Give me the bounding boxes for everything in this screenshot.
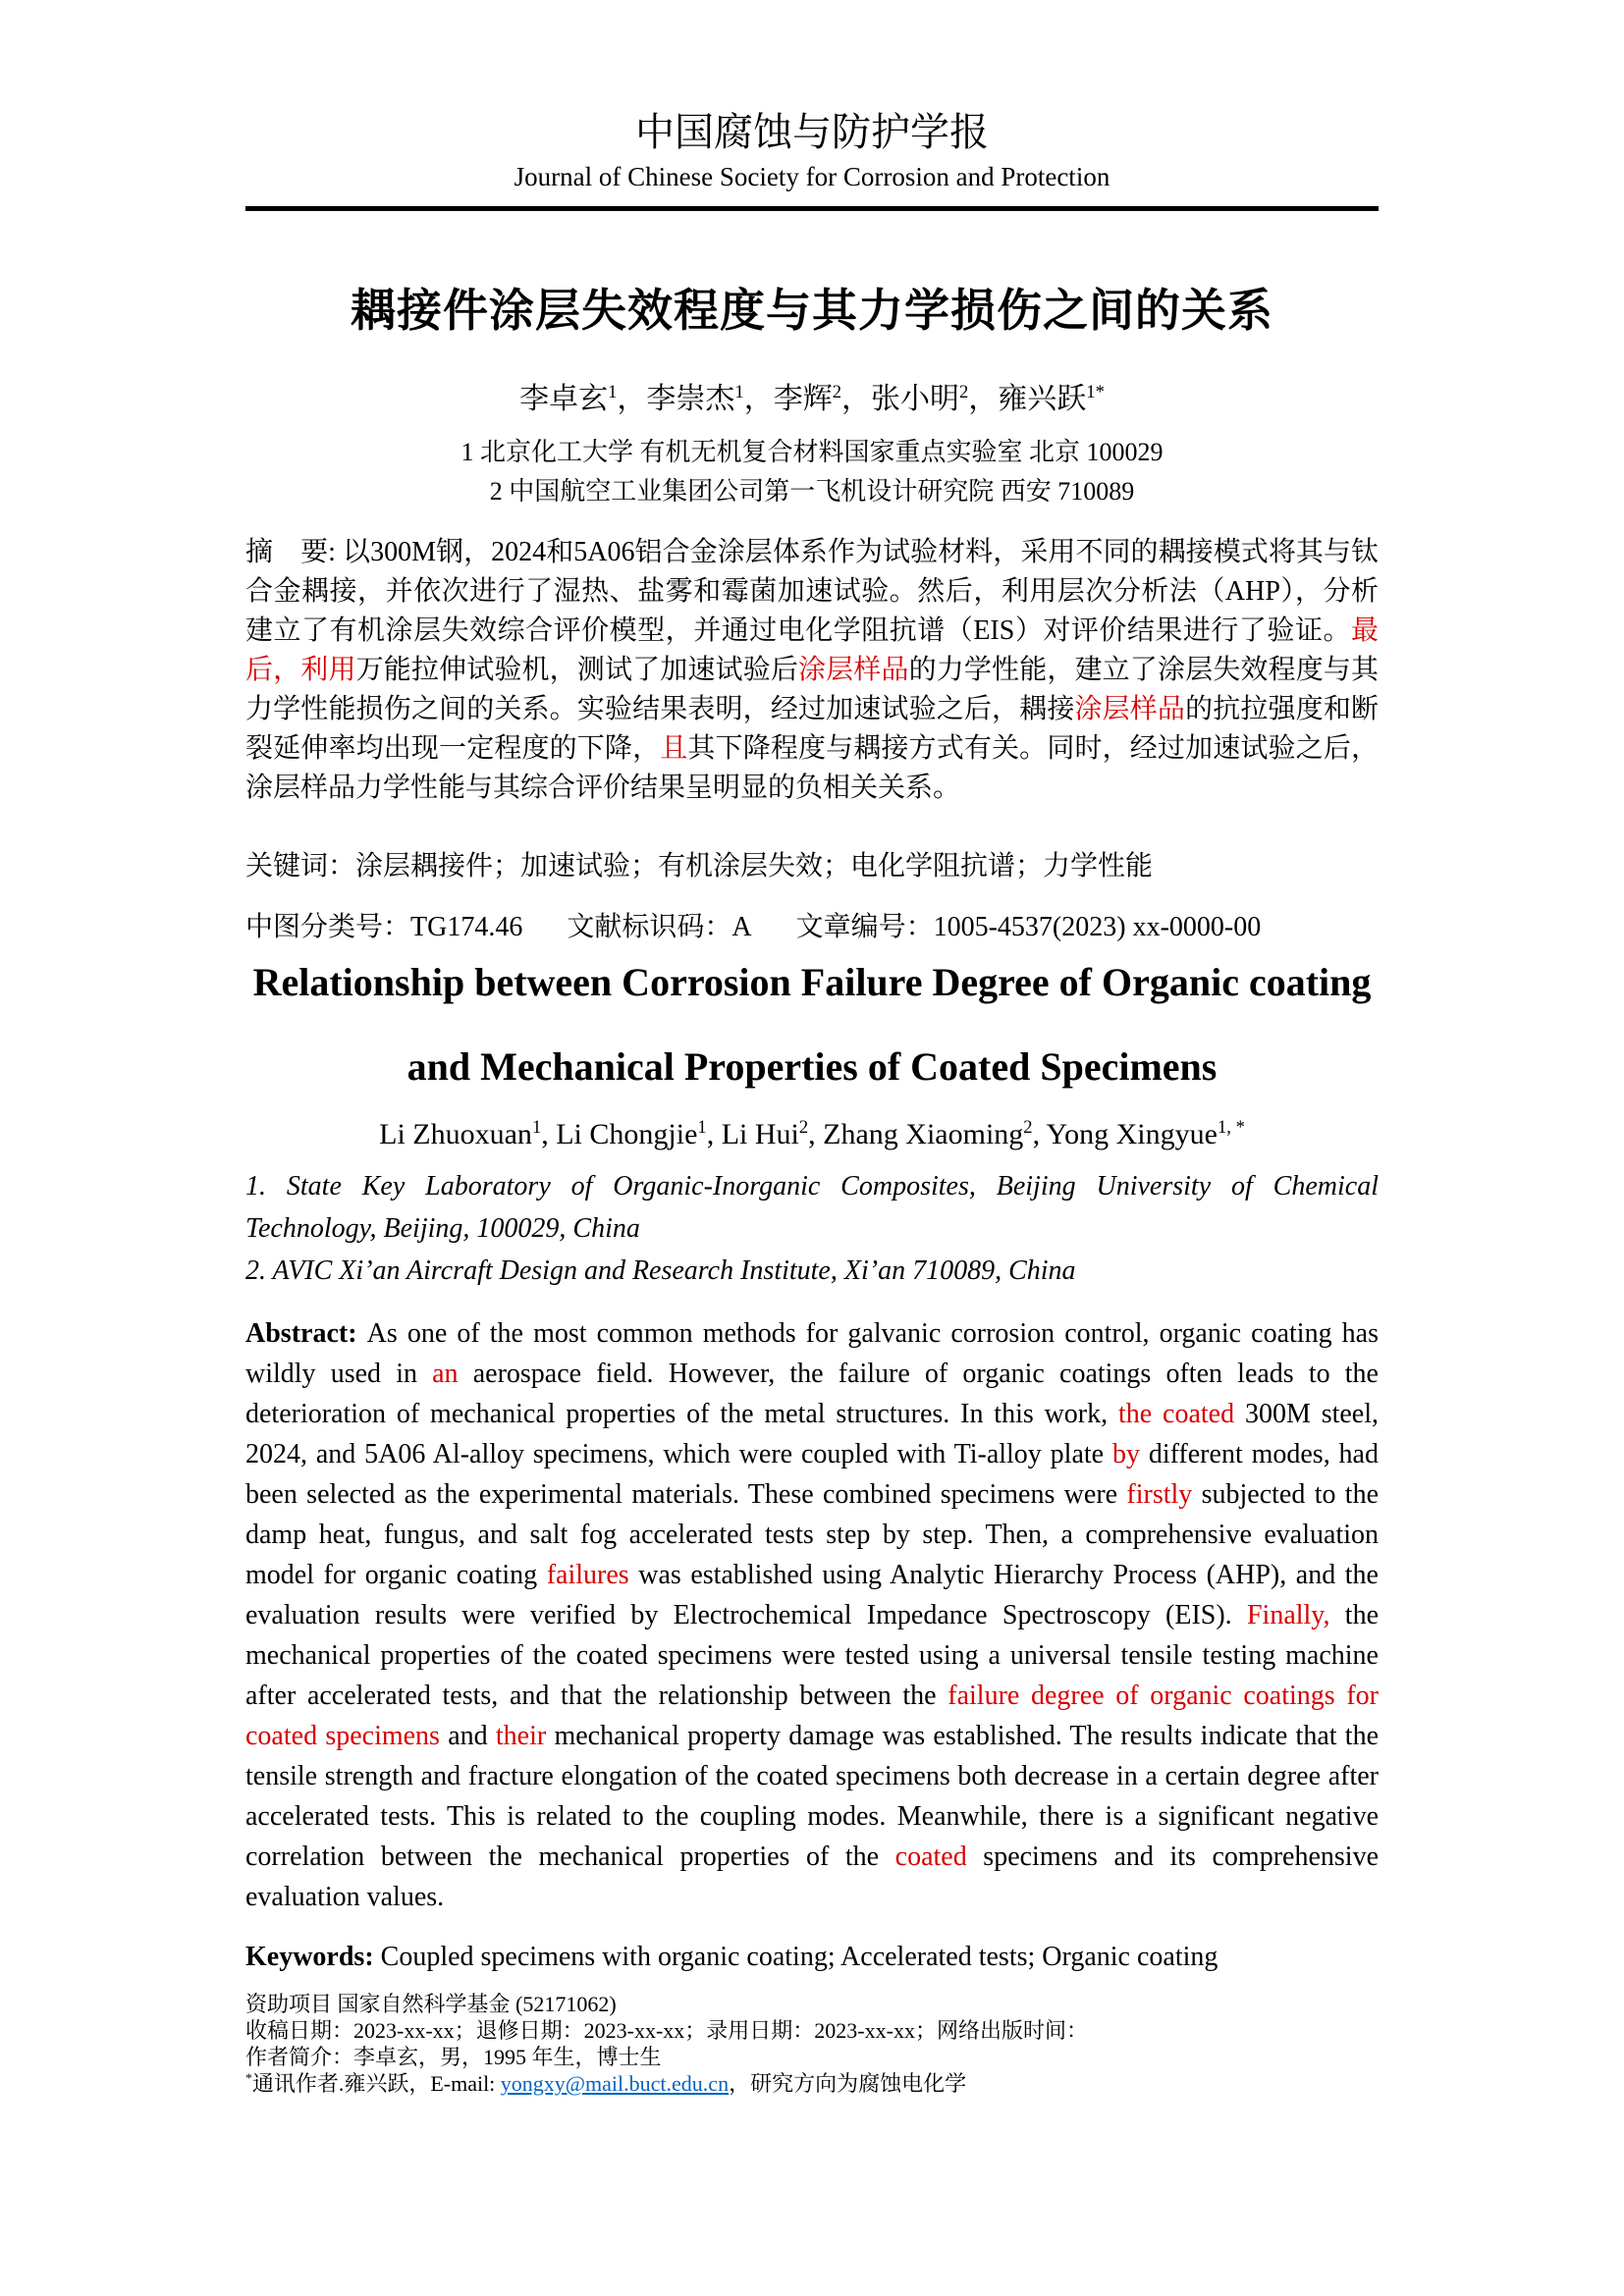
text-segment: 的抗拉强度和断裂延伸率均出现一定程度的下降， [245, 694, 1379, 764]
correspondence-asterisk: * [245, 2070, 252, 2086]
article-title-en-line2: and Mechanical Properties of Coated Specimens [406, 1044, 1218, 1089]
footnote-correspondence [245, 2070, 1379, 2097]
abstract-en-text [245, 1318, 1379, 1912]
clc-number [245, 908, 522, 947]
revision-red-text: failures [546, 1560, 629, 1590]
footnote [245, 1991, 1379, 2097]
text-segment: different modes, had been selected as the experimental materials. These combined specimens were [245, 1439, 1379, 1510]
text-segment: 300M steel, 2024, and 5A06 Al-alloy specimens, which were coupled with Ti-alloy plate [245, 1399, 1379, 1469]
text-segment: mechanical property damage was established. The results indicate that the tensile strength and fracture elongation of the coated specimens both decrease in a certain degree after accelerated tests. This is related to the coupling modes. Meanwhile, there is a significant negative correlation between the mechanical properties of the [245, 1721, 1379, 1872]
keywords-en-value: Coupled specimens with organic coating; Accelerated tests; Organic coating [380, 1942, 1218, 1972]
author-superscript: 1 [734, 382, 744, 402]
document-code-label: 文献标识码： [567, 912, 732, 942]
revision-red-text: an [432, 1359, 459, 1389]
abstract-en [245, 1313, 1379, 1917]
abstract-cn-label: 摘 要: [245, 537, 344, 567]
author-superscript: 1 [531, 1117, 542, 1138]
affiliations-cn [245, 433, 1379, 511]
text-segment: 以300M钢，2024和5A06铝合金涂层体系作为试验材料，采用不同的耦接模式将其与钛合金耦接，并依次进行了湿热、盐雾和霉菌加速试验。然后，利用层次分析法（AHP），分析建立了有机涂层失效综合评价模型，并通过电化学阻抗谱（EIS）对评价结果进行了验证。 [245, 537, 1380, 646]
article-title-en [245, 959, 1379, 1091]
abstract-en-label: Abstract: [245, 1318, 367, 1349]
revision-red-text: 且 [660, 733, 688, 764]
text-segment: and [439, 1721, 496, 1751]
text-segment: 其下降程度与耦接方式有关。同时，经过加速试验之后，涂层样品力学性能与其综合评价结果呈明显的负相关关系。 [245, 733, 1379, 803]
author-superscript: 2 [798, 1117, 809, 1138]
revision-red-text: failure degree of organic coatings for coated specimens [245, 1681, 1380, 1751]
author-superscript: 1 [697, 1117, 707, 1138]
footnote-funding: 资助项目 国家自然科学基金 (52171062) [245, 1992, 617, 2016]
header-rule [245, 206, 1379, 211]
keywords-en [245, 1937, 1379, 1977]
text-segment: As one of the most common methods for galvanic corrosion control, organic coating has wildly used in [245, 1318, 1379, 1389]
email-link[interactable]: yongxy@mail.buct.edu.cn [500, 2071, 730, 2096]
affiliation-cn-1: 1 北京化工大学 有机无机复合材料国家重点实验室 北京 100029 [460, 438, 1164, 466]
author-superscript: 1, * [1217, 1117, 1245, 1138]
revision-red-text: by [1111, 1439, 1140, 1469]
footnote-author-bio: 作者简介：李卓玄，男，1995 年生，博士生 [245, 2045, 662, 2069]
correspondence-prefix: 通讯作者.雍兴跃，E-mail: [251, 2071, 501, 2096]
text-segment: the mechanical properties of the coated specimens were tested using a universal tensile testing machine after accelerated tests, and that the relationship between the [245, 1600, 1379, 1711]
article-title-cn: 耦接件涂层失效程度与其力学损伤之间的关系 [351, 286, 1273, 336]
article-title-en-line1: Relationship between Corrosion Failure Degree of Organic coating [252, 960, 1372, 1004]
text-segment: was established using Analytic Hierarchy Process (AHP), and the evaluation results were verified by Electrochemical Impedance Spectroscopy (EIS). [245, 1560, 1379, 1630]
revision-red-text: Finally, [1246, 1600, 1330, 1630]
revision-red-text: their [495, 1721, 547, 1751]
affiliations-en [245, 1165, 1379, 1292]
revision-red-text: firstly [1126, 1479, 1193, 1510]
author-superscript: 1* [1086, 382, 1105, 402]
author-superscript: 2 [959, 382, 969, 402]
text-segment: subjected to the damp heat, fungus, and salt fog accelerated tests step by step. Then, a comprehensive evaluation model for organic coating [245, 1479, 1380, 1590]
text-segment: 的力学性能，建立了涂层失效程度与其力学性能损伤之间的关系。实验结果表明，经过加速试验之后，耦接 [245, 655, 1379, 724]
abstract-cn-text [245, 537, 1379, 803]
affiliation-en-1: 1. State Key Laboratory of Organic-Inorganic Composites, Beijing University of Chemical Technology, Beijing, 100029, China [245, 1171, 1379, 1244]
keywords-cn [245, 847, 1379, 886]
clc-number-label: 中图分类号： [245, 912, 411, 942]
revision-red-text: 最后，利用 [245, 615, 1379, 685]
document-code-value: A [731, 912, 752, 942]
affiliation-en-2: 2. AVIC Xi’an Aircraft Design and Research Institute, Xi’an 710089, China [245, 1255, 1076, 1286]
affiliation-cn-2: 2 中国航空工业集团公司第一飞机设计研究院 西安 710089 [489, 477, 1135, 506]
revision-red-text: 涂层样品 [798, 655, 909, 685]
journal-title-cn: 中国腐蚀与防护学报 [635, 110, 989, 154]
keywords-cn-label: 关键词： [245, 851, 356, 881]
author-superscript: 2 [1023, 1117, 1033, 1138]
article-number-label: 文章编号： [795, 912, 934, 942]
revision-red-text: coated [894, 1842, 967, 1872]
abstract-cn [245, 533, 1379, 808]
article-number-value: 1005-4537(2023) xx-0000-00 [933, 912, 1262, 942]
authors-cn: 李卓玄$^1$，李崇杰$^1$，李辉$^2$，张小明$^2$，雍兴跃$^{1*}$ [519, 382, 1105, 415]
article-number [796, 908, 1262, 947]
journal-title-en: Journal of Chinese Society for Corrosion and Protection [514, 162, 1110, 191]
correspondence-suffix: ，研究方向为腐蚀电化学 [729, 2071, 967, 2096]
authors-en: Li Zhuoxuan$^1$, Li Chongjie$^1$, Li Hui$^2$, Zhang Xiaoming$^2$, Yong Xingyue$^{1, *}$ [379, 1117, 1245, 1150]
author-superscript: 1 [608, 382, 618, 402]
clc-number-value: TG174.46 [410, 912, 523, 942]
text-segment: specimens and its comprehensive evaluation values. [245, 1842, 1379, 1912]
keywords-cn-value: 涂层耦接件；加速试验；有机涂层失效；电化学阻抗谱；力学性能 [355, 851, 1154, 881]
text-segment: 万能拉伸试验机，测试了加速试验后 [355, 655, 798, 685]
document-code [567, 908, 751, 947]
clc-line [245, 908, 1379, 947]
author-superscript: 2 [832, 382, 841, 402]
footnote-dates: 收稿日期：2023-xx-xx；退修日期：2023-xx-xx；录用日期：2023-xx-xx；网络出版时间： [245, 2018, 1088, 2043]
journal-header [245, 110, 1379, 211]
keywords-en-label: Keywords: [245, 1942, 381, 1972]
revision-red-text: 涂层样品 [1074, 694, 1186, 724]
text-segment: aerospace field. However, the failure of organic coatings often leads to the deterioration of mechanical properties of the metal structures. In this work, [245, 1359, 1379, 1429]
revision-red-text: the coated [1117, 1399, 1235, 1429]
